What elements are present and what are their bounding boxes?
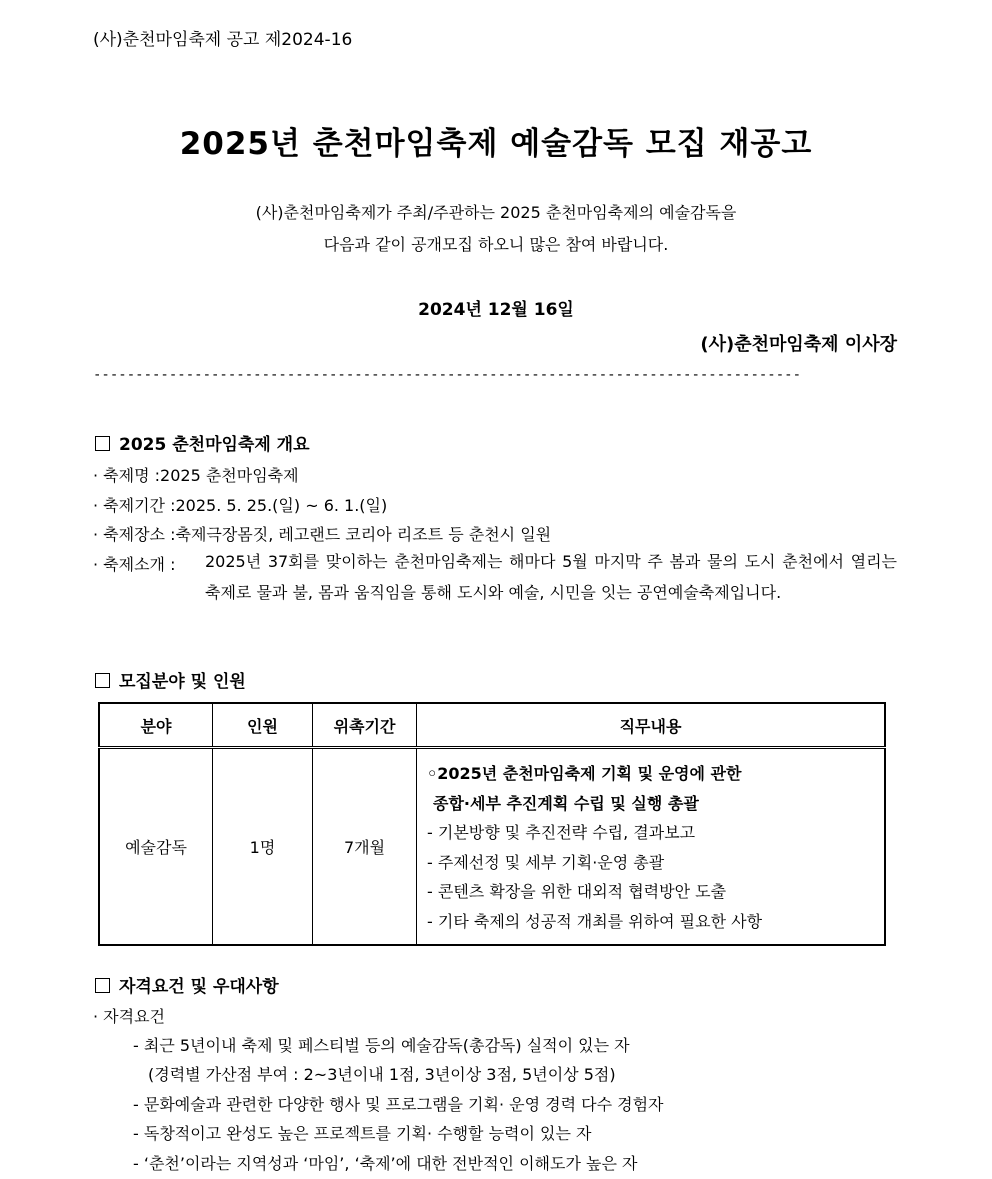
festival-intro-value: 2025년 37회를 맞이하는 춘천마임축제는 해마다 5월 마지막 주 봄과 물의 도시 춘천에서 열리는 축제로 물과 불, 몸과 움직임을 통해 도시와 예술, 시민을 잇는 공연예술축제입니다. [205,552,897,602]
section-title: 모집분야 및 인원 [119,672,246,692]
duty-item: - 기타 축제의 성공적 개최를 위하여 필요한 사항 [427,911,763,931]
checkbox-square-icon [95,436,110,451]
section-title: 자격요건 및 우대사항 [119,977,279,997]
festival-venue-value: 축제극장몸짓, 레고랜드 코리아 리조트 등 춘천시 일원 [175,525,552,544]
notice-number: (사)춘천마임축제 공고 제2024-16 [93,30,353,50]
cell-term: 7개월 [313,748,417,946]
festival-name-line [93,463,299,486]
qualification-item: - 문화예술과 관련한 다양한 행사 및 프로그램을 기획· 운영 경력 다수 경험자 [133,1095,664,1114]
recruit-table [98,702,886,946]
festival-name-label: · 축제명 : [93,466,161,485]
col-header-term: 위촉기간 [313,703,417,748]
section-title: 2025 춘천마임축제 개요 [119,435,310,455]
intro-line-2: 다음과 같이 공개모집 하오니 많은 참여 바랍니다. [323,235,669,254]
section-recruit-heading [95,667,246,692]
duty-item: - 콘텐츠 확장을 위한 대외적 협력방안 도출 [427,882,727,901]
checkbox-square-icon [95,978,110,993]
page-title: 2025년 춘천마임축제 예술감독 모집 재공고 [179,126,813,162]
divider: ------------------------------------------------------------------------------------ [93,367,802,383]
notice-date: 2024년 12월 16일 [418,300,574,320]
qualification-item: - ‘춘천’이라는 지역성과 ‘마임’, ‘축제’에 대한 전반적인 이해도가 높은 자 [133,1154,638,1173]
cell-field: 예술감독 [99,748,213,946]
col-header-duty: 직무내용 [417,703,886,748]
qualification-note: (경력별 가산점 부여 : 2~3년이내 1점, 3년이상 3점, 5년이상 5점) [148,1065,616,1084]
table-row [99,748,885,946]
duty-heading-line-1: ◦2025년 춘천마임축제 기획 및 운영에 관한 [427,764,742,783]
festival-period-label: · 축제기간 : [93,496,176,515]
duty-item: - 주제선정 및 세부 기획·운영 총괄 [427,852,665,872]
festival-venue-label: · 축제장소 : [93,525,176,544]
qualification-item: - 독창적이고 완성도 높은 프로젝트를 기획· 수행할 능력이 있는 자 [133,1124,592,1143]
issuer: (사)춘천마임축제 이사장 [700,334,897,355]
duty-heading-line-2: 종합·세부 추진계획 수립 및 실행 총괄 [433,793,699,813]
qualification-item: - 최근 5년이내 축제 및 페스티벌 등의 예술감독(총감독) 실적이 있는 자 [133,1036,630,1055]
table-header-row [99,703,885,748]
intro-line-1: (사)춘천마임축제가 주최/주관하는 2025 춘천마임축제의 예술감독을 [255,203,737,222]
section-qualification-heading [95,972,279,997]
cell-count: 1명 [213,748,313,946]
qualification-sub-heading: · 자격요건 [93,1007,165,1026]
cell-duty [417,748,886,946]
section-overview-heading [95,430,310,455]
col-header-field: 분야 [99,703,213,748]
duty-item: - 기본방향 및 추진전략 수립, 결과보고 [427,823,696,842]
festival-name-value: 2025 춘천마임축제 [160,466,299,485]
festival-period-value: 2025. 5. 25.(일) ~ 6. 1.(일) [175,496,388,515]
checkbox-square-icon [95,673,110,688]
festival-intro-label: · 축제소개 : [93,555,176,574]
festival-period-line [93,493,387,516]
festival-venue-line [93,522,551,545]
col-header-count: 인원 [213,703,313,748]
